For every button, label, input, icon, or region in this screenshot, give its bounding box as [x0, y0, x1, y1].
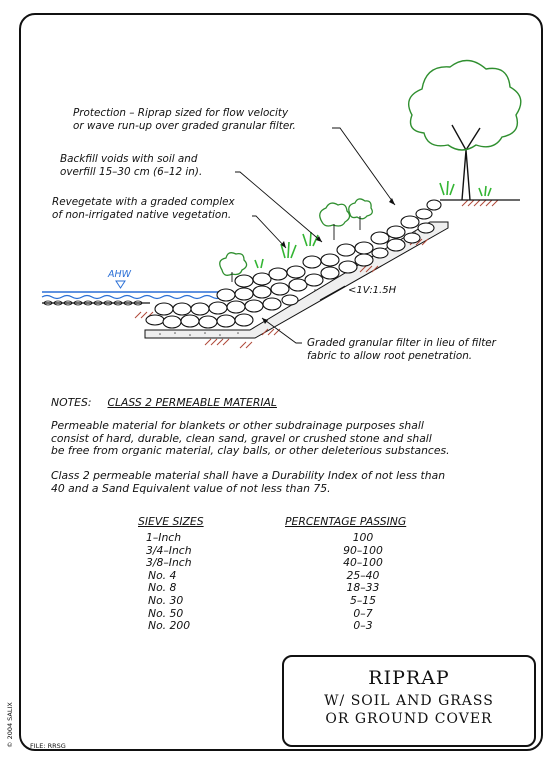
sieve-size-cell: No. 50: [148, 606, 184, 620]
percentage-passing-cell: 90–100: [343, 543, 383, 557]
ahw-marker-icon: [116, 281, 125, 288]
percentage-passing-cell: 0–7: [353, 606, 373, 620]
tree-icon: [409, 60, 521, 200]
sieve-size-cell: 3/8–Inch: [146, 556, 192, 570]
title-block: [282, 655, 536, 747]
callout-filter: Graded granular filter in lieu of filter fabric to allow root penetration.: [307, 337, 496, 363]
callout-backfill: Backfill voids with soil and overfill 15–30 cm (6–12 in).: [60, 153, 203, 179]
title-line-3: OR GROUND COVER: [325, 711, 493, 727]
title-line-1: RIPRAP: [368, 667, 450, 689]
notes-paragraph-1: Permeable material for blankets or other subdrainage purposes shall consist of hard, durable, clean sand, gravel or crushed stone and shall be free from organic material, clay balls, or other deleterious substances.: [51, 419, 450, 458]
sieve-size-header: SIEVE SIZES: [138, 515, 204, 528]
copyright-vertical: [4, 668, 18, 752]
sieve-size-cell: No. 30: [148, 594, 184, 607]
percentage-passing-cell: 40–100: [343, 556, 383, 570]
notes-paragraph-2: Class 2 permeable material shall have a Durability Index of not less than 40 and a Sand Equivalent value of not less than 75.: [51, 469, 446, 495]
percentage-passing-cell: 5–15: [349, 594, 376, 607]
notes-label: NOTES:: [51, 396, 92, 409]
sieve-size-cell: No. 8: [148, 581, 177, 595]
percentage-passing-cell: 18–33: [346, 581, 380, 595]
percentage-passing-header: PERCENTAGE PASSING: [285, 515, 407, 528]
streambed: [42, 301, 150, 305]
sieve-size-cell: 1–Inch: [146, 531, 182, 544]
notes-subheading: CLASS 2 PERMEABLE MATERIAL: [107, 396, 277, 409]
notes-heading: [51, 396, 277, 409]
sieve-size-cell: 3/4–Inch: [146, 543, 192, 557]
ahw-label: AHW: [108, 269, 132, 280]
sieve-size-cell: No. 200: [148, 619, 191, 633]
copyright-text: © 2004 SALIX: [6, 702, 14, 748]
file-name: FILE: RRSG: [30, 742, 66, 750]
callout-revegetate: Revegetate with a graded complex of non-irrigated native vegetation.: [52, 196, 235, 222]
percentage-passing-cell: 100: [352, 531, 374, 544]
callout-protection: Protection – Riprap sized for flow velocity or wave run-up over graded granular filter.: [73, 107, 296, 133]
percentage-passing-cell: 25–40: [346, 568, 380, 582]
slope-ratio-label: <1V:1.5H: [348, 285, 397, 296]
title-line-2: W/ SOIL AND GRASS: [324, 693, 494, 709]
percentage-passing-cell: 0–3: [353, 619, 373, 633]
sieve-size-cell: No. 4: [148, 568, 177, 582]
water-surface: [42, 292, 228, 299]
